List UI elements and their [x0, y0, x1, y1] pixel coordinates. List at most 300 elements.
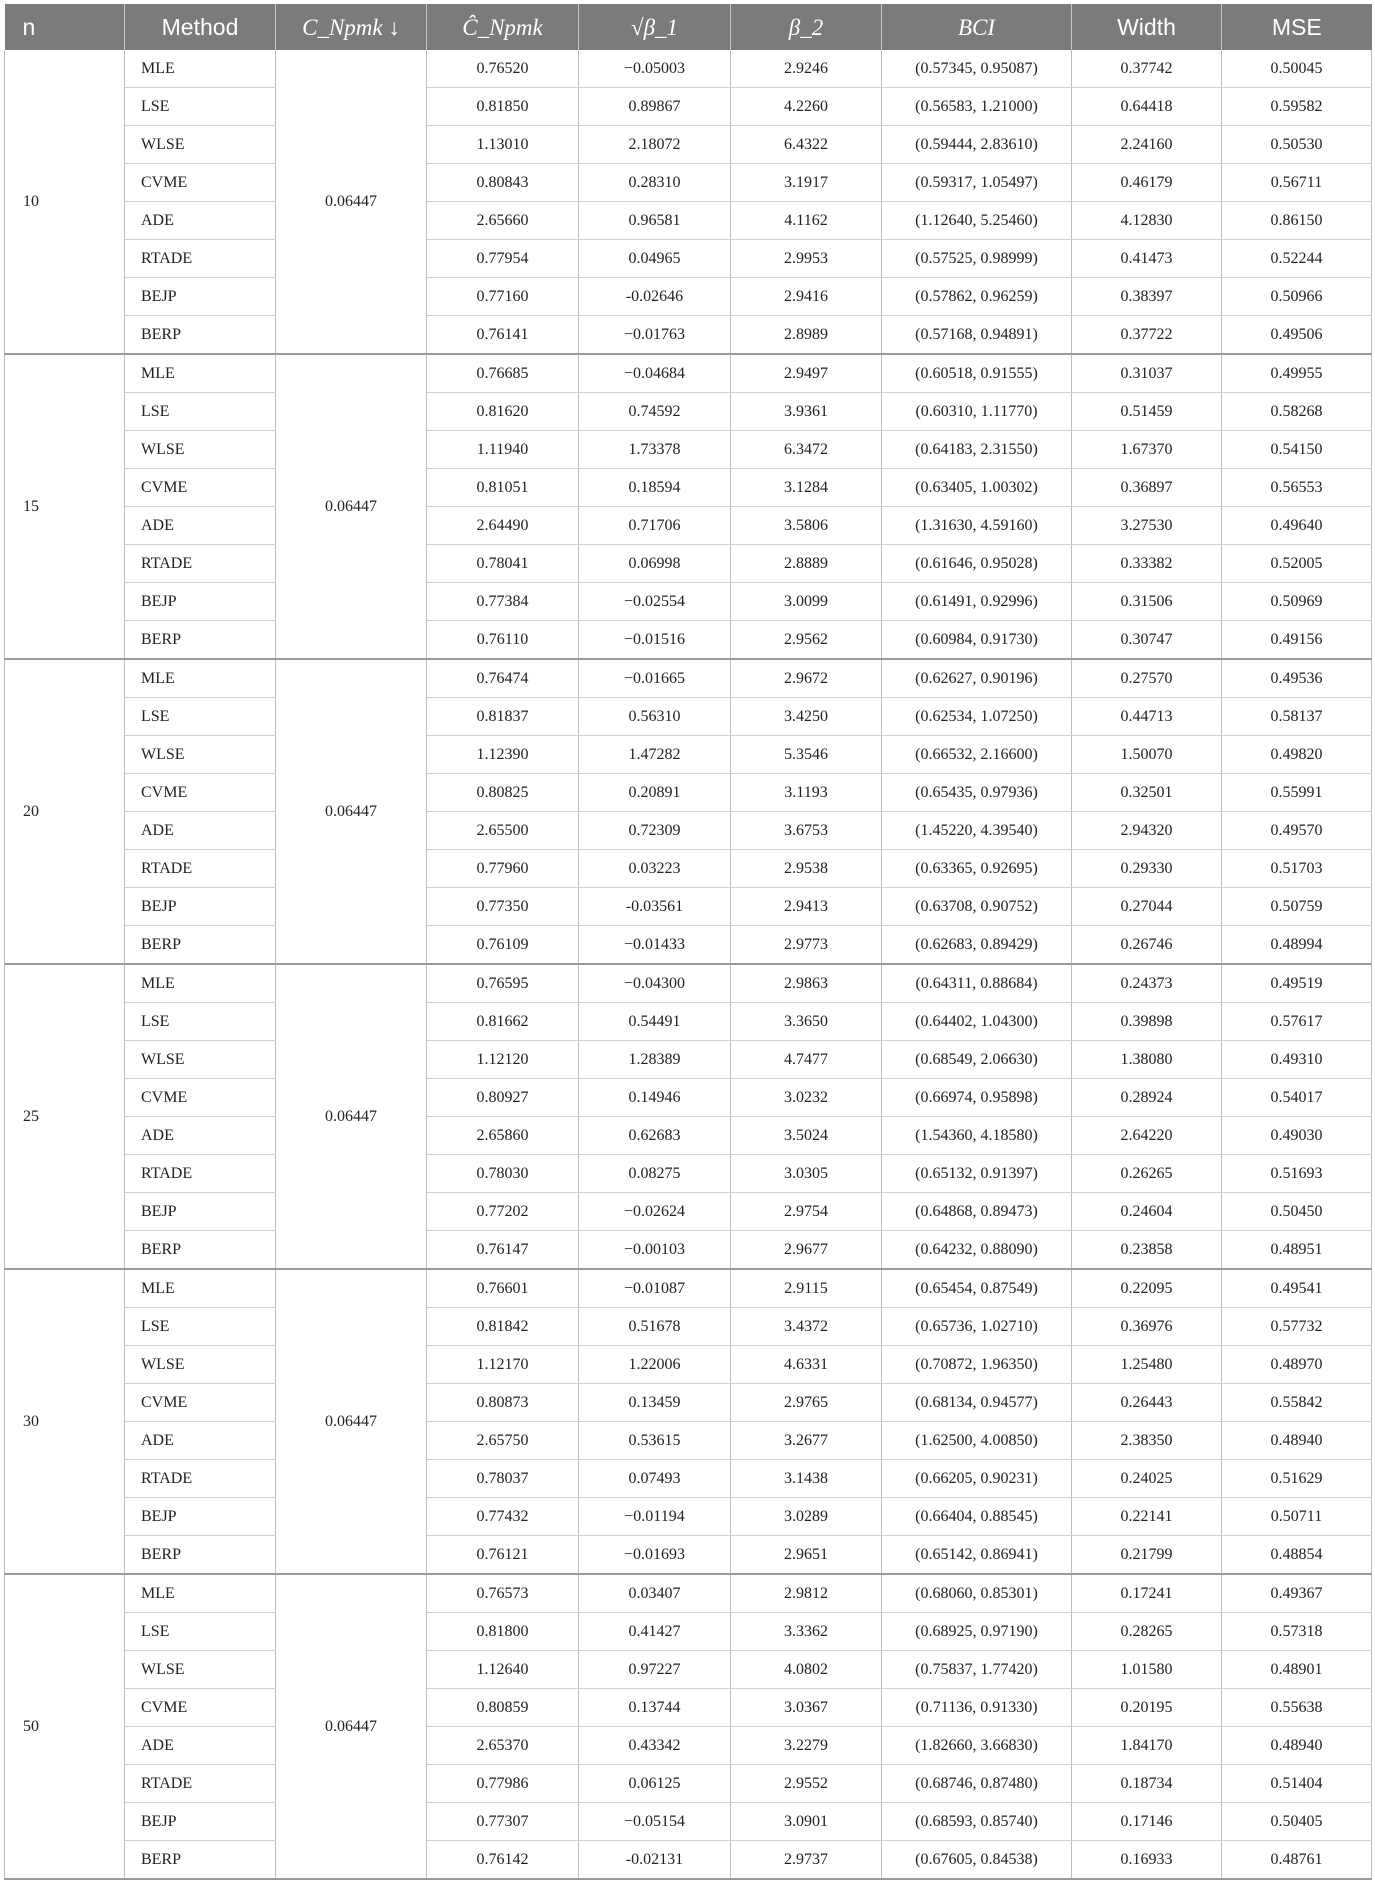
c-hat-cell: 0.76109: [427, 926, 579, 965]
c-hat-cell: 0.80873: [427, 1384, 579, 1422]
sqrt-beta1-cell: 0.28310: [579, 164, 731, 202]
beta2-cell: 4.6331: [731, 1346, 882, 1384]
mse-cell: 0.49030: [1222, 1117, 1372, 1155]
width-cell: 0.20195: [1072, 1689, 1222, 1727]
width-cell: 2.94320: [1072, 812, 1222, 850]
beta2-cell: 4.2260: [731, 88, 882, 126]
table-row: [5, 1041, 1372, 1079]
sqrt-beta1-cell: 0.62683: [579, 1117, 731, 1155]
c-hat-cell: 0.76142: [427, 1841, 579, 1880]
method-cell: WLSE: [125, 431, 276, 469]
beta2-cell: 3.2677: [731, 1422, 882, 1460]
bci-cell: (0.57525, 0.98999): [882, 240, 1072, 278]
width-cell: 0.22141: [1072, 1498, 1222, 1536]
sqrt-beta1-cell: 1.73378: [579, 431, 731, 469]
mse-cell: 0.49156: [1222, 621, 1372, 660]
header-sqrt-beta1: √β_1: [579, 4, 731, 50]
beta2-cell: 2.9953: [731, 240, 882, 278]
beta2-cell: 3.1193: [731, 774, 882, 812]
width-cell: 0.26443: [1072, 1384, 1222, 1422]
method-cell: CVME: [125, 1079, 276, 1117]
mse-cell: 0.56553: [1222, 469, 1372, 507]
table-row: [5, 126, 1372, 164]
method-cell: BEJP: [125, 1498, 276, 1536]
sqrt-beta1-cell: 2.18072: [579, 126, 731, 164]
c-npmk-cell: 0.06447: [276, 1269, 427, 1574]
c-hat-cell: 1.12640: [427, 1651, 579, 1689]
width-cell: 0.24373: [1072, 964, 1222, 1003]
bci-cell: (0.63405, 1.00302): [882, 469, 1072, 507]
beta2-cell: 3.0232: [731, 1079, 882, 1117]
table-row: [5, 1498, 1372, 1536]
table-row: [5, 812, 1372, 850]
table-row: [5, 1765, 1372, 1803]
width-cell: 0.39898: [1072, 1003, 1222, 1041]
bci-cell: (0.68549, 2.06630): [882, 1041, 1072, 1079]
sqrt-beta1-cell: −0.01693: [579, 1536, 731, 1575]
sqrt-beta1-cell: 0.04965: [579, 240, 731, 278]
sqrt-beta1-cell: 0.43342: [579, 1727, 731, 1765]
beta2-cell: 2.9562: [731, 621, 882, 660]
c-hat-cell: 2.65750: [427, 1422, 579, 1460]
beta2-cell: 5.3546: [731, 736, 882, 774]
table-row: [5, 164, 1372, 202]
bci-cell: (0.60310, 1.11770): [882, 393, 1072, 431]
method-cell: RTADE: [125, 1765, 276, 1803]
c-hat-cell: 0.77432: [427, 1498, 579, 1536]
c-hat-cell: 0.77350: [427, 888, 579, 926]
table-row: [5, 88, 1372, 126]
sample-size-cell: 10: [5, 50, 125, 354]
mse-cell: 0.56711: [1222, 164, 1372, 202]
sqrt-beta1-cell: -0.03561: [579, 888, 731, 926]
mse-cell: 0.52005: [1222, 545, 1372, 583]
mse-cell: 0.50405: [1222, 1803, 1372, 1841]
width-cell: 0.64418: [1072, 88, 1222, 126]
mse-cell: 0.50450: [1222, 1193, 1372, 1231]
beta2-cell: 6.4322: [731, 126, 882, 164]
c-hat-cell: 2.64490: [427, 507, 579, 545]
table-row: [5, 469, 1372, 507]
bci-cell: (0.62627, 0.90196): [882, 659, 1072, 698]
method-cell: WLSE: [125, 1346, 276, 1384]
header-mse: MSE: [1222, 4, 1372, 50]
bci-cell: (1.12640, 5.25460): [882, 202, 1072, 240]
width-cell: 0.17241: [1072, 1574, 1222, 1613]
mse-cell: 0.50759: [1222, 888, 1372, 926]
table-row: [5, 431, 1372, 469]
method-cell: MLE: [125, 1574, 276, 1613]
beta2-cell: 2.9765: [731, 1384, 882, 1422]
mse-cell: 0.55991: [1222, 774, 1372, 812]
c-npmk-cell: 0.06447: [276, 964, 427, 1269]
method-cell: MLE: [125, 964, 276, 1003]
width-cell: 0.27044: [1072, 888, 1222, 926]
table-row: [5, 202, 1372, 240]
method-cell: BEJP: [125, 278, 276, 316]
sqrt-beta1-cell: 0.13744: [579, 1689, 731, 1727]
bci-cell: (0.65736, 1.02710): [882, 1308, 1072, 1346]
mse-cell: 0.50969: [1222, 583, 1372, 621]
mse-cell: 0.48970: [1222, 1346, 1372, 1384]
table-row: [5, 774, 1372, 812]
width-cell: 0.16933: [1072, 1841, 1222, 1880]
sqrt-beta1-cell: −0.01194: [579, 1498, 731, 1536]
sqrt-beta1-cell: 0.56310: [579, 698, 731, 736]
c-hat-cell: 0.77160: [427, 278, 579, 316]
bci-cell: (0.68746, 0.87480): [882, 1765, 1072, 1803]
c-hat-cell: 0.81662: [427, 1003, 579, 1041]
c-npmk-cell: 0.06447: [276, 1574, 427, 1879]
method-cell: MLE: [125, 1269, 276, 1308]
sqrt-beta1-cell: −0.04684: [579, 354, 731, 393]
table-row: [5, 1613, 1372, 1651]
method-cell: BEJP: [125, 1803, 276, 1841]
method-cell: BERP: [125, 926, 276, 965]
header-n: n: [5, 4, 125, 50]
beta2-cell: 2.9651: [731, 1536, 882, 1575]
c-hat-cell: 0.76141: [427, 316, 579, 355]
method-cell: BERP: [125, 1536, 276, 1575]
c-hat-cell: 0.81800: [427, 1613, 579, 1651]
results-table: [4, 4, 1372, 1880]
sqrt-beta1-cell: 0.97227: [579, 1651, 731, 1689]
method-cell: ADE: [125, 507, 276, 545]
width-cell: 0.23858: [1072, 1231, 1222, 1270]
sqrt-beta1-cell: 0.72309: [579, 812, 731, 850]
c-hat-cell: 0.76595: [427, 964, 579, 1003]
method-cell: LSE: [125, 88, 276, 126]
sqrt-beta1-cell: 0.07493: [579, 1460, 731, 1498]
table-row: [5, 1689, 1372, 1727]
method-cell: LSE: [125, 1003, 276, 1041]
c-hat-cell: 0.77202: [427, 1193, 579, 1231]
width-cell: 0.28265: [1072, 1613, 1222, 1651]
sqrt-beta1-cell: −0.02624: [579, 1193, 731, 1231]
c-hat-cell: 0.77954: [427, 240, 579, 278]
width-cell: 2.38350: [1072, 1422, 1222, 1460]
beta2-cell: 2.9863: [731, 964, 882, 1003]
bci-cell: (0.62683, 0.89429): [882, 926, 1072, 965]
bci-cell: (0.70872, 1.96350): [882, 1346, 1072, 1384]
mse-cell: 0.48940: [1222, 1727, 1372, 1765]
beta2-cell: 3.0305: [731, 1155, 882, 1193]
beta2-cell: 3.0099: [731, 583, 882, 621]
c-hat-cell: 1.12120: [427, 1041, 579, 1079]
c-hat-cell: 0.80825: [427, 774, 579, 812]
table-row: [5, 1003, 1372, 1041]
table-row: [5, 926, 1372, 965]
table-row: [5, 1841, 1372, 1880]
width-cell: 0.18734: [1072, 1765, 1222, 1803]
method-cell: BEJP: [125, 583, 276, 621]
sqrt-beta1-cell: −0.01665: [579, 659, 731, 698]
mse-cell: 0.51404: [1222, 1765, 1372, 1803]
width-cell: 0.36976: [1072, 1308, 1222, 1346]
sqrt-beta1-cell: 0.20891: [579, 774, 731, 812]
method-cell: ADE: [125, 1422, 276, 1460]
bci-cell: (0.64402, 1.04300): [882, 1003, 1072, 1041]
c-hat-cell: 0.81620: [427, 393, 579, 431]
header-width: Width: [1072, 4, 1222, 50]
table-header: [5, 4, 1372, 50]
method-cell: ADE: [125, 202, 276, 240]
bci-cell: (1.82660, 3.66830): [882, 1727, 1072, 1765]
bci-cell: (1.45220, 4.39540): [882, 812, 1072, 850]
mse-cell: 0.51693: [1222, 1155, 1372, 1193]
mse-cell: 0.48761: [1222, 1841, 1372, 1880]
beta2-cell: 2.8989: [731, 316, 882, 355]
table-row: [5, 1193, 1372, 1231]
bci-cell: (0.59444, 2.83610): [882, 126, 1072, 164]
beta2-cell: 2.9754: [731, 1193, 882, 1231]
bci-cell: (0.67605, 0.84538): [882, 1841, 1072, 1880]
bci-cell: (0.57862, 0.96259): [882, 278, 1072, 316]
beta2-cell: 2.9497: [731, 354, 882, 393]
mse-cell: 0.50530: [1222, 126, 1372, 164]
mse-cell: 0.57318: [1222, 1613, 1372, 1651]
mse-cell: 0.48901: [1222, 1651, 1372, 1689]
table-row: [5, 1727, 1372, 1765]
bci-cell: (0.65454, 0.87549): [882, 1269, 1072, 1308]
sqrt-beta1-cell: 1.28389: [579, 1041, 731, 1079]
bci-cell: (0.57345, 0.95087): [882, 50, 1072, 88]
c-hat-cell: 2.65860: [427, 1117, 579, 1155]
table-row: [5, 888, 1372, 926]
c-hat-cell: 1.12170: [427, 1346, 579, 1384]
sqrt-beta1-cell: 0.03223: [579, 850, 731, 888]
mse-cell: 0.49955: [1222, 354, 1372, 393]
mse-cell: 0.52244: [1222, 240, 1372, 278]
width-cell: 0.33382: [1072, 545, 1222, 583]
c-hat-cell: 1.12390: [427, 736, 579, 774]
sqrt-beta1-cell: -0.02646: [579, 278, 731, 316]
method-cell: LSE: [125, 698, 276, 736]
beta2-cell: 2.9115: [731, 1269, 882, 1308]
mse-cell: 0.59582: [1222, 88, 1372, 126]
bci-cell: (1.31630, 4.59160): [882, 507, 1072, 545]
c-hat-cell: 0.76110: [427, 621, 579, 660]
width-cell: 0.21799: [1072, 1536, 1222, 1575]
width-cell: 2.64220: [1072, 1117, 1222, 1155]
sqrt-beta1-cell: 0.03407: [579, 1574, 731, 1613]
width-cell: 0.51459: [1072, 393, 1222, 431]
sqrt-beta1-cell: −0.01087: [579, 1269, 731, 1308]
method-cell: WLSE: [125, 1651, 276, 1689]
width-cell: 0.37742: [1072, 50, 1222, 88]
bci-cell: (1.62500, 4.00850): [882, 1422, 1072, 1460]
sqrt-beta1-cell: -0.02131: [579, 1841, 731, 1880]
method-cell: MLE: [125, 50, 276, 88]
beta2-cell: 2.9416: [731, 278, 882, 316]
beta2-cell: 3.0367: [731, 1689, 882, 1727]
sqrt-beta1-cell: 1.47282: [579, 736, 731, 774]
bci-cell: (0.63365, 0.92695): [882, 850, 1072, 888]
table-row: [5, 50, 1372, 88]
table-row: [5, 1231, 1372, 1270]
c-hat-cell: 2.65500: [427, 812, 579, 850]
width-cell: 0.31506: [1072, 583, 1222, 621]
sqrt-beta1-cell: 0.96581: [579, 202, 731, 240]
mse-cell: 0.49820: [1222, 736, 1372, 774]
mse-cell: 0.51703: [1222, 850, 1372, 888]
beta2-cell: 2.9773: [731, 926, 882, 965]
sqrt-beta1-cell: 0.74592: [579, 393, 731, 431]
method-cell: WLSE: [125, 736, 276, 774]
sqrt-beta1-cell: 1.22006: [579, 1346, 731, 1384]
method-cell: MLE: [125, 354, 276, 393]
width-cell: 2.24160: [1072, 126, 1222, 164]
width-cell: 4.12830: [1072, 202, 1222, 240]
bci-cell: (0.75837, 1.77420): [882, 1651, 1072, 1689]
bci-cell: (0.63708, 0.90752): [882, 888, 1072, 926]
beta2-cell: 4.1162: [731, 202, 882, 240]
table-row: [5, 240, 1372, 278]
width-cell: 0.26265: [1072, 1155, 1222, 1193]
sample-size-cell: 15: [5, 354, 125, 659]
beta2-cell: 3.4250: [731, 698, 882, 736]
method-cell: CVME: [125, 469, 276, 507]
c-hat-cell: 0.77986: [427, 1765, 579, 1803]
mse-cell: 0.86150: [1222, 202, 1372, 240]
sqrt-beta1-cell: 0.18594: [579, 469, 731, 507]
bci-cell: (1.54360, 4.18580): [882, 1117, 1072, 1155]
bci-cell: (0.59317, 1.05497): [882, 164, 1072, 202]
bci-cell: (0.66532, 2.16600): [882, 736, 1072, 774]
mse-cell: 0.49541: [1222, 1269, 1372, 1308]
method-cell: RTADE: [125, 850, 276, 888]
mse-cell: 0.49506: [1222, 316, 1372, 355]
beta2-cell: 2.9677: [731, 1231, 882, 1270]
sqrt-beta1-cell: −0.01763: [579, 316, 731, 355]
mse-cell: 0.48951: [1222, 1231, 1372, 1270]
bci-cell: (0.65435, 0.97936): [882, 774, 1072, 812]
table-row: [5, 1079, 1372, 1117]
header-bci: BCI: [882, 4, 1072, 50]
method-cell: CVME: [125, 1384, 276, 1422]
sample-size-cell: 30: [5, 1269, 125, 1574]
table-body: [5, 50, 1372, 1879]
width-cell: 0.38397: [1072, 278, 1222, 316]
c-hat-cell: 0.78037: [427, 1460, 579, 1498]
table-row: [5, 507, 1372, 545]
width-cell: 0.28924: [1072, 1079, 1222, 1117]
width-cell: 0.24025: [1072, 1460, 1222, 1498]
width-cell: 0.26746: [1072, 926, 1222, 965]
method-cell: BERP: [125, 621, 276, 660]
mse-cell: 0.51629: [1222, 1460, 1372, 1498]
table-row: [5, 1269, 1372, 1308]
width-cell: 0.24604: [1072, 1193, 1222, 1231]
bci-cell: (0.60984, 0.91730): [882, 621, 1072, 660]
method-cell: RTADE: [125, 240, 276, 278]
c-npmk-cell: 0.06447: [276, 50, 427, 354]
c-hat-cell: 0.76573: [427, 1574, 579, 1613]
c-npmk-cell: 0.06447: [276, 659, 427, 964]
beta2-cell: 3.5024: [731, 1117, 882, 1155]
table-row: [5, 736, 1372, 774]
bci-cell: (0.57168, 0.94891): [882, 316, 1072, 355]
bci-cell: (0.64311, 0.88684): [882, 964, 1072, 1003]
table-row: [5, 1155, 1372, 1193]
mse-cell: 0.48940: [1222, 1422, 1372, 1460]
table-row: [5, 1460, 1372, 1498]
c-hat-cell: 0.81837: [427, 698, 579, 736]
table-row: [5, 316, 1372, 355]
width-cell: 1.67370: [1072, 431, 1222, 469]
mse-cell: 0.49640: [1222, 507, 1372, 545]
width-cell: 3.27530: [1072, 507, 1222, 545]
table-row: [5, 583, 1372, 621]
width-cell: 0.22095: [1072, 1269, 1222, 1308]
table-row: [5, 621, 1372, 660]
table-row: [5, 1308, 1372, 1346]
table-row: [5, 659, 1372, 698]
sqrt-beta1-cell: 0.54491: [579, 1003, 731, 1041]
sample-size-cell: 50: [5, 1574, 125, 1879]
mse-cell: 0.54017: [1222, 1079, 1372, 1117]
width-cell: 0.37722: [1072, 316, 1222, 355]
beta2-cell: 2.8889: [731, 545, 882, 583]
table-row: [5, 1574, 1372, 1613]
beta2-cell: 3.9361: [731, 393, 882, 431]
mse-cell: 0.48854: [1222, 1536, 1372, 1575]
mse-cell: 0.49367: [1222, 1574, 1372, 1613]
method-cell: ADE: [125, 812, 276, 850]
table-row: [5, 1422, 1372, 1460]
bci-cell: (0.66974, 0.95898): [882, 1079, 1072, 1117]
beta2-cell: 3.3650: [731, 1003, 882, 1041]
width-cell: 0.36897: [1072, 469, 1222, 507]
mse-cell: 0.49570: [1222, 812, 1372, 850]
method-cell: RTADE: [125, 1155, 276, 1193]
bci-cell: (0.64232, 0.88090): [882, 1231, 1072, 1270]
width-cell: 0.31037: [1072, 354, 1222, 393]
bci-cell: (0.61646, 0.95028): [882, 545, 1072, 583]
mse-cell: 0.55638: [1222, 1689, 1372, 1727]
bci-cell: (0.61491, 0.92996): [882, 583, 1072, 621]
bci-cell: (0.68925, 0.97190): [882, 1613, 1072, 1651]
width-cell: 0.27570: [1072, 659, 1222, 698]
width-cell: 1.25480: [1072, 1346, 1222, 1384]
c-hat-cell: 0.76601: [427, 1269, 579, 1308]
bci-cell: (0.62534, 1.07250): [882, 698, 1072, 736]
bci-cell: (0.56583, 1.21000): [882, 88, 1072, 126]
c-hat-cell: 2.65660: [427, 202, 579, 240]
bci-cell: (0.68060, 0.85301): [882, 1574, 1072, 1613]
beta2-cell: 2.9413: [731, 888, 882, 926]
bci-cell: (0.66404, 0.88545): [882, 1498, 1072, 1536]
c-hat-cell: 0.76121: [427, 1536, 579, 1575]
sqrt-beta1-cell: 0.08275: [579, 1155, 731, 1193]
table-row: [5, 278, 1372, 316]
mse-cell: 0.57617: [1222, 1003, 1372, 1041]
table-row: [5, 545, 1372, 583]
beta2-cell: 3.1917: [731, 164, 882, 202]
mse-cell: 0.49519: [1222, 964, 1372, 1003]
beta2-cell: 2.9737: [731, 1841, 882, 1880]
beta2-cell: 3.0901: [731, 1803, 882, 1841]
c-hat-cell: 1.13010: [427, 126, 579, 164]
table-row: [5, 698, 1372, 736]
beta2-cell: 3.2279: [731, 1727, 882, 1765]
sqrt-beta1-cell: −0.01433: [579, 926, 731, 965]
c-hat-cell: 0.76147: [427, 1231, 579, 1270]
bci-cell: (0.64868, 0.89473): [882, 1193, 1072, 1231]
method-cell: CVME: [125, 774, 276, 812]
width-cell: 0.17146: [1072, 1803, 1222, 1841]
sqrt-beta1-cell: −0.01516: [579, 621, 731, 660]
